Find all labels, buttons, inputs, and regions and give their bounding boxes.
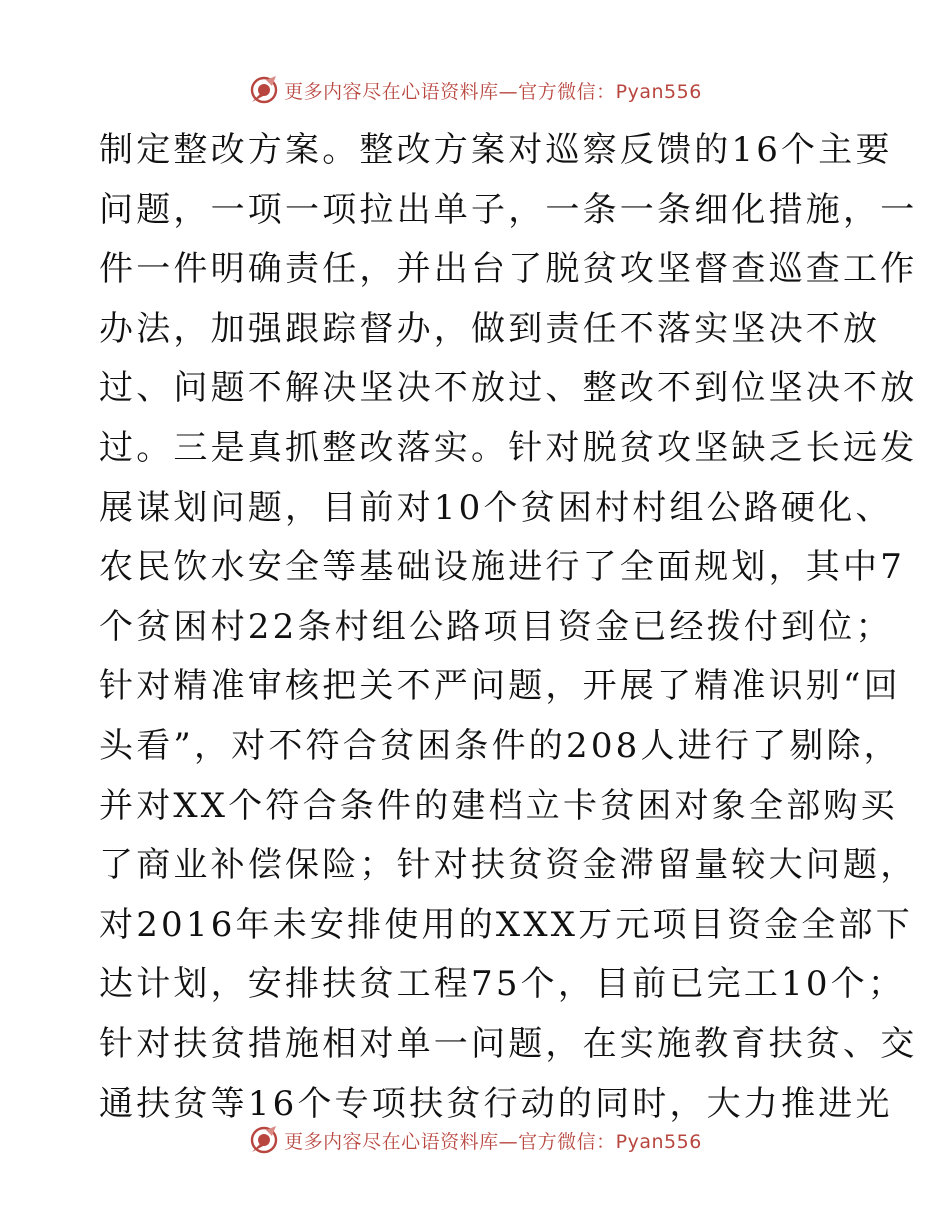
body-line: 件一件明确责任，并出台了脱贫攻坚督查巡查工作 bbox=[99, 249, 918, 290]
pen-in-circle-logo-icon bbox=[248, 1124, 280, 1156]
header-watermark-text: 更多内容尽在心语资料库—官方微信：Pyan556 bbox=[284, 80, 702, 103]
header-watermark-banner bbox=[0, 70, 950, 110]
body-line: 办法，加强跟踪督办，做到责任不落实坚决不放 bbox=[99, 308, 881, 349]
body-line: 制定整改方案。整改方案对巡察反馈的16个主要 bbox=[99, 130, 893, 170]
pen-in-circle-logo-icon bbox=[248, 74, 280, 106]
body-line: 展谋划问题，目前对10个贫困村村组公路硬化、 bbox=[99, 487, 893, 528]
body-line: 达计划，安排扶贫工程75个，目前已完工10个； bbox=[99, 964, 906, 1005]
body-line: 对2016年未安排使用的XXX万元项目资金全部下 bbox=[99, 904, 913, 945]
body-line: 过。三是真抓整改落实。针对脱贫攻坚缺乏长远发 bbox=[99, 427, 918, 468]
body-line: 过、问题不解决坚决不放过、整改不到位坚决不放 bbox=[99, 368, 918, 409]
body-line: 针对精准审核把关不严问题，开展了精准识别“回 bbox=[99, 666, 901, 707]
body-line: 针对扶贫措施相对单一问题，在实施教育扶贫、交 bbox=[99, 1023, 918, 1064]
body-line: 了商业补偿保险；针对扶贫资金滞留量较大问题， bbox=[99, 845, 918, 886]
body-line: 农民饮水安全等基础设施进行了全面规划，其中7 bbox=[99, 547, 906, 588]
body-line: 问题，一项一项拉出单子，一条一条细化措施，一 bbox=[99, 189, 918, 230]
body-line: 个贫困村22条村组公路项目资金已经拨付到位； bbox=[99, 606, 893, 647]
body-line: 并对XX个符合条件的建档立卡贫困对象全部购买 bbox=[99, 785, 898, 826]
footer-watermark-banner bbox=[0, 1120, 950, 1160]
document-body bbox=[99, 121, 918, 1134]
footer-watermark-text: 更多内容尽在心语资料库—官方微信：Pyan556 bbox=[284, 1130, 702, 1153]
body-line: 头看”，对不符合贫困条件的208人进行了剔除， bbox=[99, 725, 901, 766]
body-line: 通扶贫等16个专项扶贫行动的同时，大力推进光 bbox=[99, 1083, 893, 1124]
